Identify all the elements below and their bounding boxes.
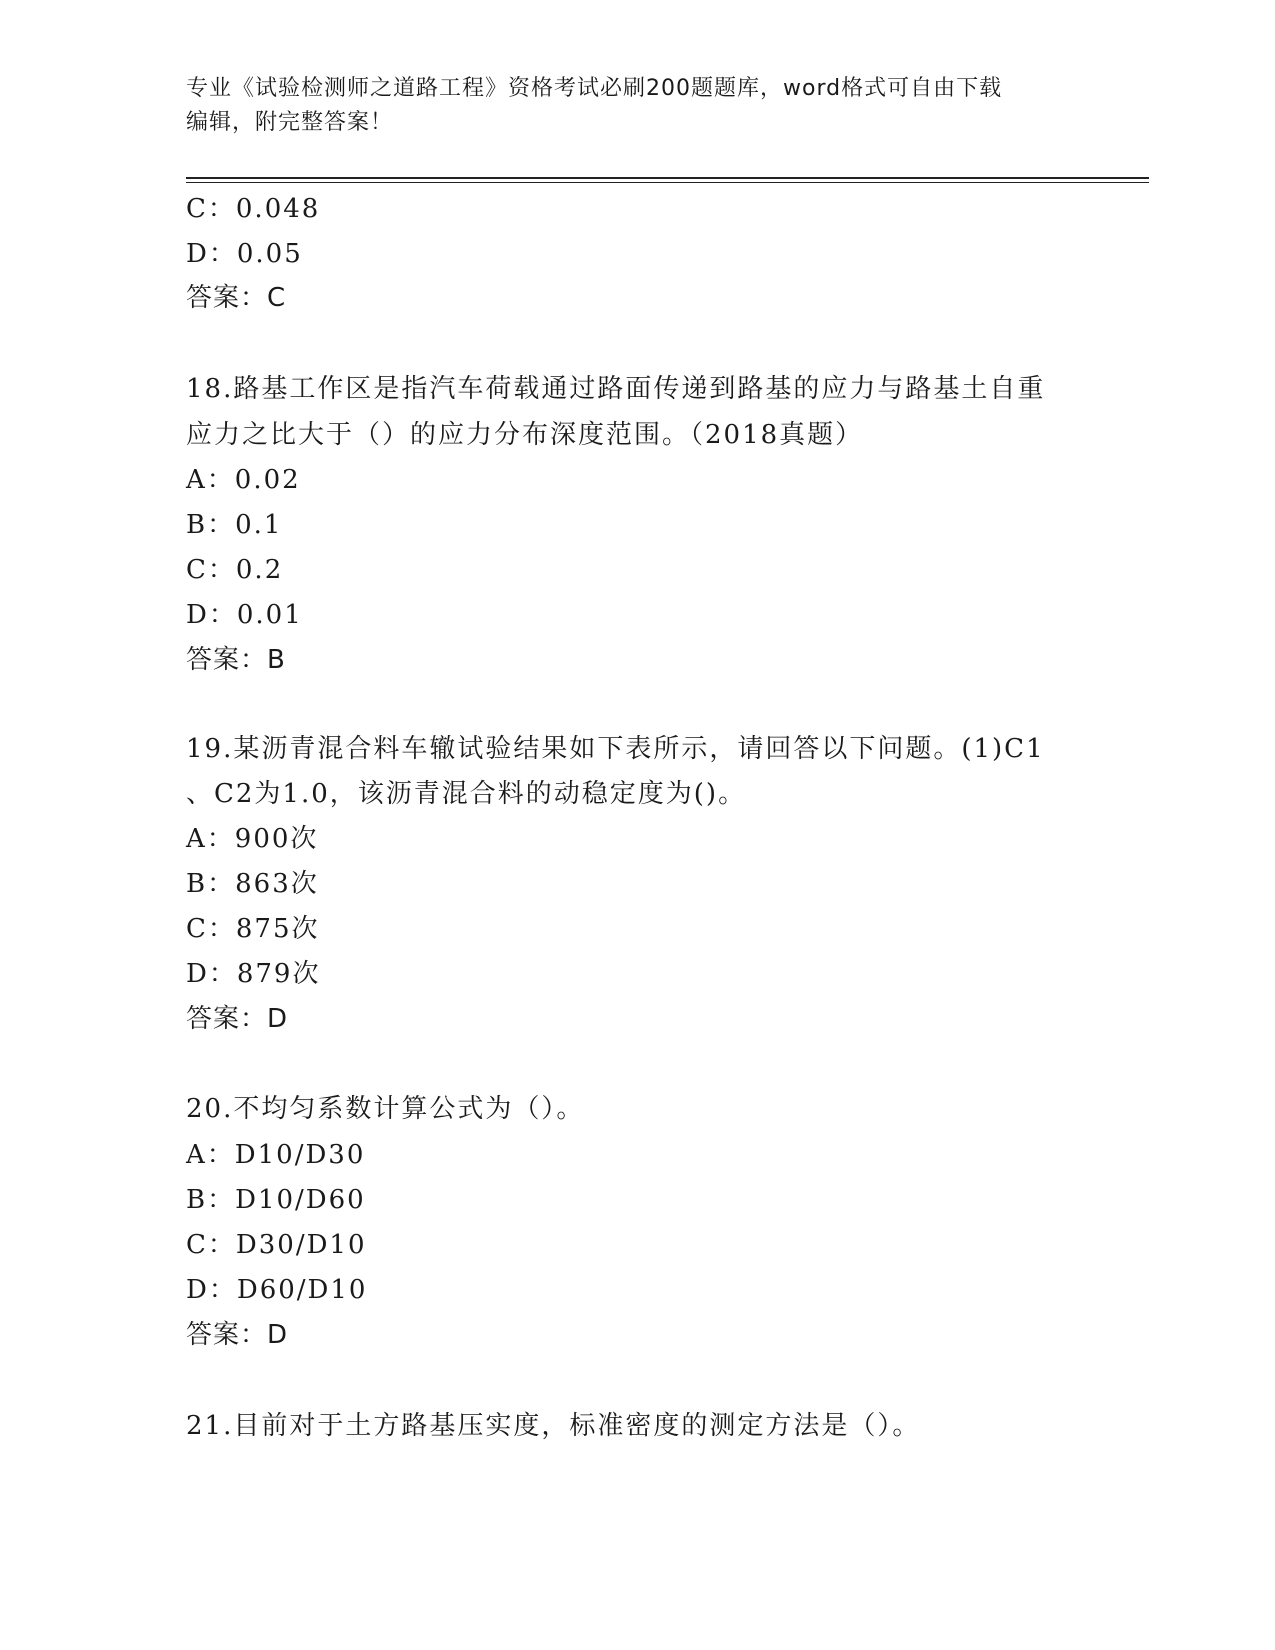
document-header xyxy=(186,72,1086,140)
q19-answer: 答案：D xyxy=(186,1004,289,1034)
q18-stem-line2: 应力之比大于（）的应力分布深度范围。（2018真题） xyxy=(186,420,864,450)
header-divider-thin xyxy=(186,182,1149,183)
header-divider-thick xyxy=(186,177,1149,179)
q19-option-b: B：863次 xyxy=(186,869,319,899)
header-title-line1: 专业《试验检测师之道路工程》资格考试必刷200题题库，word格式可自由下载 xyxy=(186,76,1003,101)
q18-option-b: B：0.1 xyxy=(186,510,283,540)
q18-stem-line1: 18.路基工作区是指汽车荷载通过路面传递到路基的应力与路基土自重 xyxy=(186,374,1046,404)
header-title-line2: 编辑，附完整答案！ xyxy=(186,110,394,135)
prev-answer: 答案：C xyxy=(186,283,287,313)
q18-option-d: D：0.01 xyxy=(186,600,303,630)
q18-option-a: A：0.02 xyxy=(186,465,301,495)
q20-option-a: A：D10/D30 xyxy=(186,1140,366,1170)
q18-answer: 答案：B xyxy=(186,645,286,675)
q20-option-c: C：D30/D10 xyxy=(186,1230,367,1260)
q19-stem-line1: 19.某沥青混合料车辙试验结果如下表所示，请回答以下问题。(1)C1 xyxy=(186,734,1045,764)
q20-option-d: D：D60/D10 xyxy=(186,1275,368,1305)
q19-option-d: D：879次 xyxy=(186,959,321,989)
q19-option-c: C：875次 xyxy=(186,914,320,944)
q19-option-a: A：900次 xyxy=(186,824,319,854)
q18-option-c: C：0.2 xyxy=(186,555,284,585)
q21-stem-line1: 21.目前对于土方路基压实度，标准密度的测定方法是（）。 xyxy=(186,1411,921,1441)
q20-stem-line1: 20.不均匀系数计算公式为（）。 xyxy=(186,1094,585,1124)
q20-option-b: B：D10/D60 xyxy=(186,1185,366,1215)
prev-option-d: D：0.05 xyxy=(186,239,303,269)
prev-option-c: C：0.048 xyxy=(186,194,321,224)
q19-stem-line2: 、C2为1.0，该沥青混合料的动稳定度为()。 xyxy=(186,779,747,809)
q20-answer: 答案：D xyxy=(186,1320,289,1350)
